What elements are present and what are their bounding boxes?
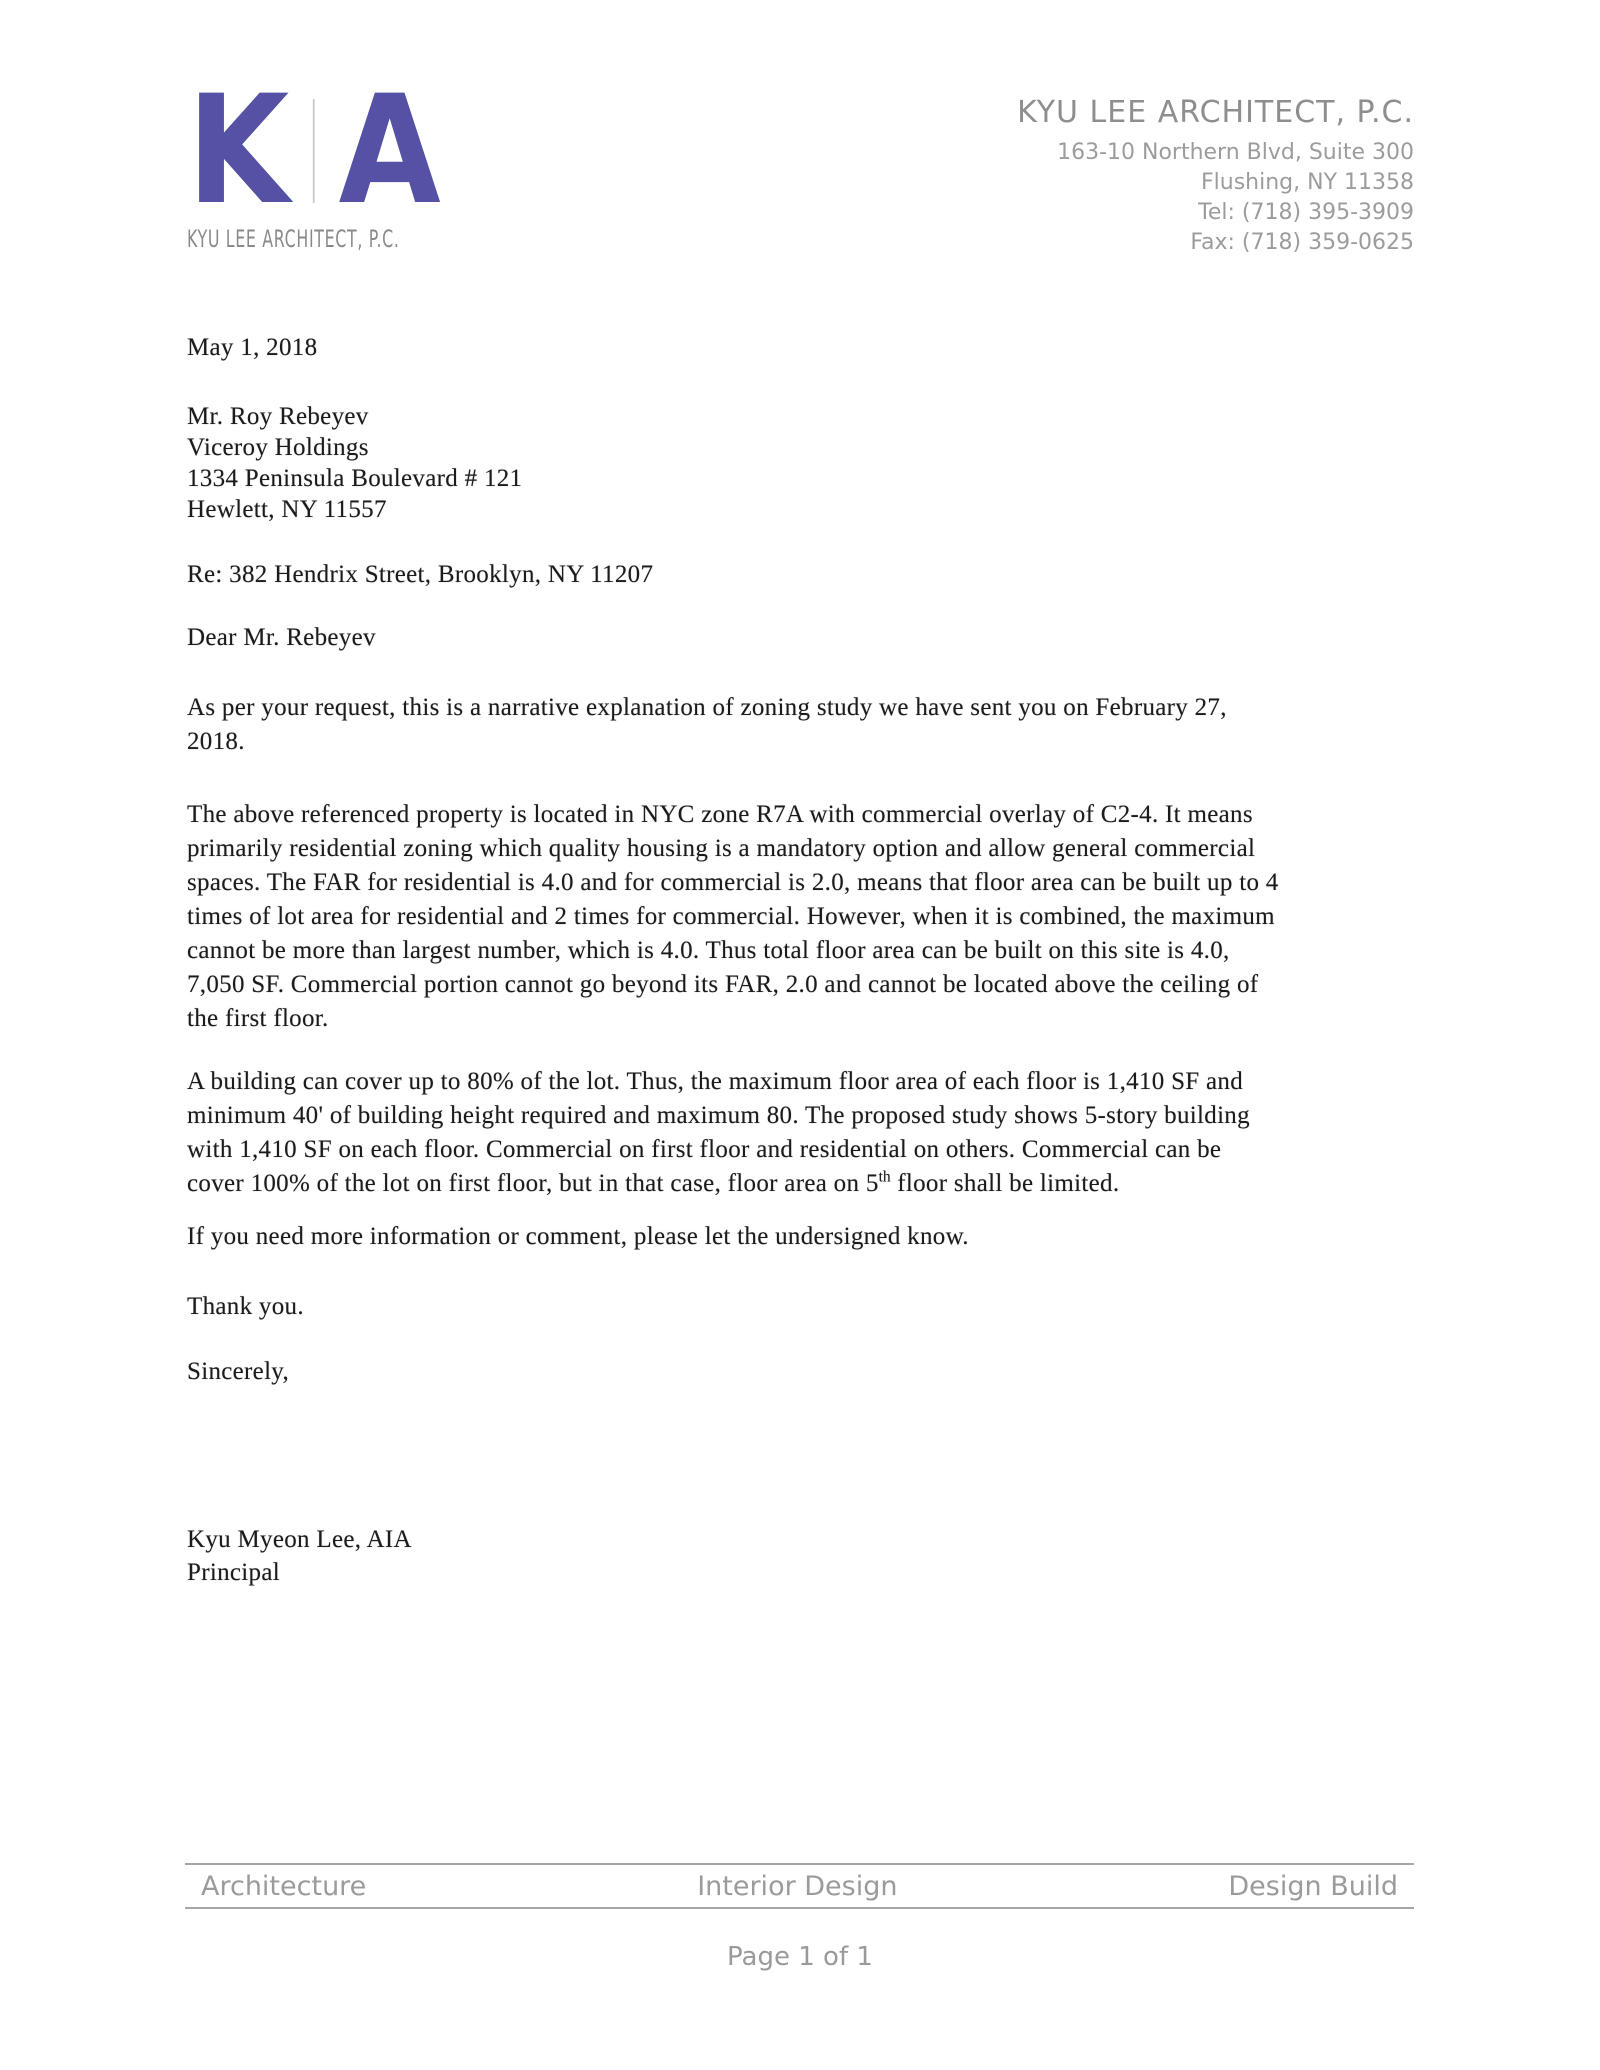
text-line: Fax: (718) 359-0625: [1190, 230, 1414, 255]
footer-service-interior-design: Interior Design: [697, 1871, 898, 1902]
company-logo: [187, 64, 509, 253]
salutation: Dear Mr. Rebeyev: [187, 624, 376, 651]
letterhead-contact-block: [1017, 94, 1414, 258]
logo-wordmark: KYU LEE ARCHITECT, P.C.: [187, 225, 400, 253]
paragraph-3: [187, 1065, 1430, 1201]
footer-service-design-build: Design Build: [1228, 1871, 1398, 1902]
text-line: minimum 40' of building height required and maximum 80. The proposed study shows 5-story building: [187, 1102, 1250, 1129]
text-line: Tel: (718) 395-3909: [1198, 200, 1414, 225]
paragraph-1: [187, 691, 1430, 759]
logo-divider-line: [313, 99, 315, 203]
text-line: Viceroy Holdings: [187, 434, 369, 461]
re-line: Re: 382 Hendrix Street, Brooklyn, NY 11207: [187, 561, 654, 588]
text-line: The above referenced property is located in NYC zone R7A with commercial overlay of C2-4. It means: [187, 801, 1253, 828]
paragraph-2: [187, 798, 1430, 1036]
closing-line: Sincerely,: [187, 1358, 290, 1385]
signature-title: Principal: [187, 1559, 280, 1586]
page-number: Page 1 of 1: [727, 1942, 873, 1972]
text-line: As per your request, this is a narrative explanation of zoning study we have sent you on February 27,: [187, 694, 1227, 721]
text-line: 2018.: [187, 728, 245, 755]
thank-you-line: Thank you.: [187, 1293, 304, 1320]
footer-service-architecture: Architecture: [201, 1871, 367, 1902]
text-line: 163-10 Northern Blvd, Suite 300: [1057, 140, 1414, 165]
text-line: 7,050 SF. Commercial portion cannot go beyond its FAR, 2.0 and cannot be located above the ceiling of: [187, 971, 1259, 998]
company-name: KYU LEE ARCHITECT, P.C.: [1017, 95, 1414, 130]
text-line: cover 100% of the lot on first floor, but in that case, floor area on 5th floor shall be limited.: [187, 1168, 1120, 1197]
signature-name: Kyu Myeon Lee, AIA: [187, 1526, 412, 1553]
logo-letter-k: K: [187, 64, 290, 238]
text-line: times of lot area for residential and 2 times for commercial. However, when it is combined, the maximum: [187, 903, 1275, 930]
text-line: the first floor.: [187, 1005, 329, 1032]
text-line: A building can cover up to 80% of the lot. Thus, the maximum floor area of each floor is 1,410 SF and: [187, 1068, 1244, 1095]
footer-bottom-rule: [185, 1907, 1414, 1909]
logo-letter-a: A: [338, 64, 441, 238]
company-address: [1017, 138, 1414, 258]
logo-ka-monogram: [187, 64, 470, 238]
signature-block: [187, 1523, 1430, 1589]
text-line: with 1,410 SF on each floor. Commercial on first floor and residential on others. Commercial can be: [187, 1136, 1222, 1163]
paragraph-4: If you need more information or comment, please let the undersigned know.: [187, 1223, 969, 1250]
letter-date: May 1, 2018: [187, 334, 318, 361]
footer-services-row: [185, 1865, 1414, 1907]
text-line: cannot be more than largest number, which is 4.0. Thus total floor area can be built on this site is 4.0,: [187, 937, 1230, 964]
text-line: Flushing, NY 11358: [1201, 170, 1414, 195]
recipient-address-block: [187, 401, 1430, 525]
text-line: spaces. The FAR for residential is 4.0 and for commercial is 2.0, means that floor area can be built up to 4: [187, 869, 1279, 896]
footer-services-bar: [185, 1863, 1414, 1909]
text-line: Hewlett, NY 11557: [187, 496, 387, 523]
text-line: primarily residential zoning which quality housing is a mandatory option and allow general commercial: [187, 835, 1256, 862]
text-line: 1334 Peninsula Boulevard # 121: [187, 465, 523, 492]
text-line: Mr. Roy Rebeyev: [187, 403, 369, 430]
